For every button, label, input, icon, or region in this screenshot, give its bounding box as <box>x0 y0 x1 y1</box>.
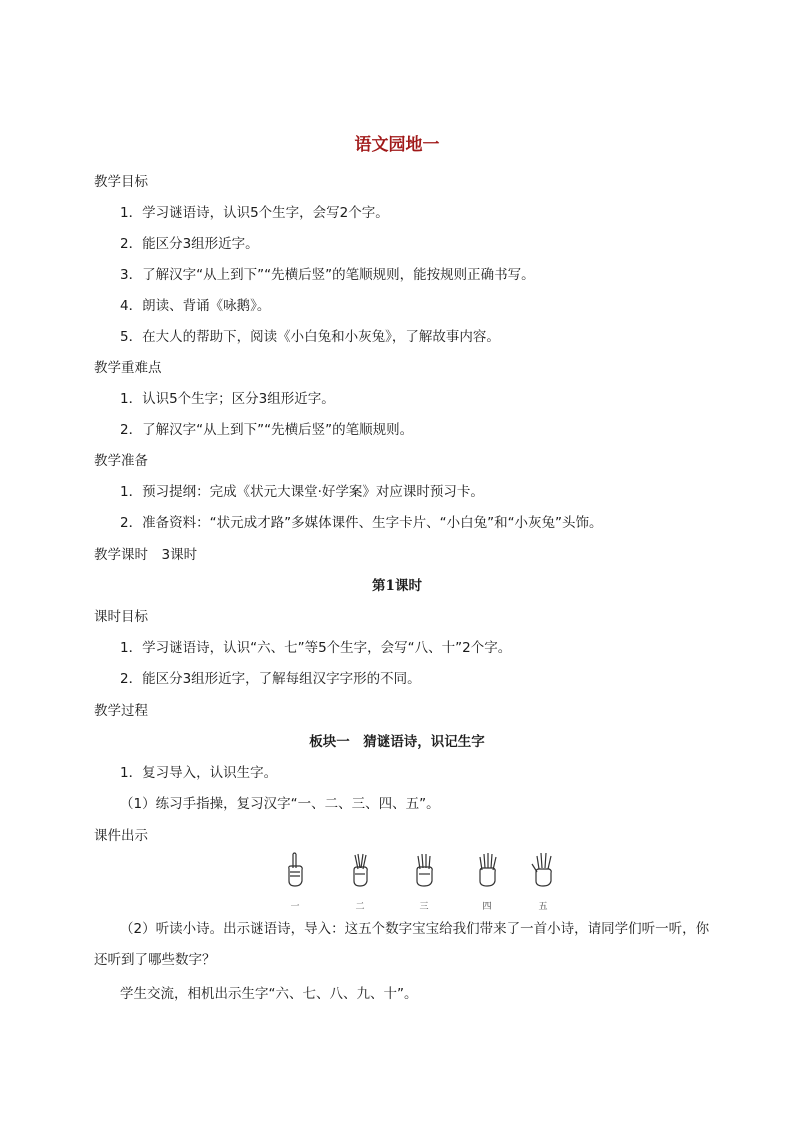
lesson-goal-item: 1．学习谜语诗，认识“六、七”等5个生字，会写“八、十”2个字。 <box>120 640 512 656</box>
hand-label: 一 <box>290 902 300 912</box>
page-title: 语文园地一 <box>354 135 440 155</box>
hours-line: 教学课时 3课时 <box>94 547 198 563</box>
key-item: 2．了解汉字“从上到下”“先横后竖”的笔顺规则。 <box>120 422 414 438</box>
goal-item: 1．学习谜语诗，认识5个生字，会写2个字。 <box>120 205 389 221</box>
key-item: 1．认识5个生字；区分3组形近字。 <box>120 391 335 407</box>
goals-heading: 教学目标 <box>94 174 148 190</box>
hand-two-fingers-icon <box>347 852 373 892</box>
goal-item: 2．能区分3组形近字。 <box>120 236 259 252</box>
goal-item: 4．朗读、背诵《咏鹅》。 <box>120 298 271 314</box>
step-1a: （1）练习手指操，复习汉字“一、二、三、四、五”。 <box>120 796 440 812</box>
prep-heading: 教学准备 <box>94 453 148 469</box>
hand-label: 五 <box>538 902 548 912</box>
hand-five-fingers-icon <box>530 852 556 892</box>
block-heading: 板块一 猜谜语诗，识记生字 <box>309 734 485 750</box>
prep-item: 1．预习提纲：完成《状元大课堂·好学案》对应课时预习卡。 <box>120 484 484 500</box>
key-heading: 教学重难点 <box>94 360 162 376</box>
step-1b-paragraph: （2）听读小诗。出示谜语诗，导入：这五个数字宝宝给我们带来了一首小诗，请同学们听一听，你还听到了哪些数字？ <box>94 921 710 968</box>
hand-label: 四 <box>482 902 492 912</box>
hand-one-finger-icon <box>282 852 308 892</box>
lesson-goals-heading: 课时目标 <box>94 609 148 625</box>
hand-three-fingers-icon <box>411 852 437 892</box>
lesson-goal-item: 2．能区分3组形近字，了解每组汉字字形的不同。 <box>120 671 421 687</box>
hand-label: 三 <box>419 902 429 912</box>
step-1c: 学生交流，相机出示生字“六、七、八、九、十”。 <box>120 986 418 1002</box>
finger-count-illustration <box>0 852 794 912</box>
lesson-heading: 第1课时 <box>372 578 422 594</box>
prep-item: 2．准备资料：“状元成才路”多媒体课件、生字卡片、“小白兔”和“小灰兔”头饰。 <box>120 515 603 531</box>
courseware-label: 课件出示 <box>94 828 148 844</box>
goal-item: 5．在大人的帮助下，阅读《小白兔和小灰兔》，了解故事内容。 <box>120 329 500 345</box>
hand-four-fingers-icon <box>474 852 500 892</box>
step-1: 1．复习导入，认识生字。 <box>120 765 278 781</box>
hand-label: 二 <box>355 902 365 912</box>
process-heading: 教学过程 <box>94 703 148 719</box>
goal-item: 3．了解汉字“从上到下”“先横后竖”的笔顺规则，能按规则正确书写。 <box>120 267 535 283</box>
